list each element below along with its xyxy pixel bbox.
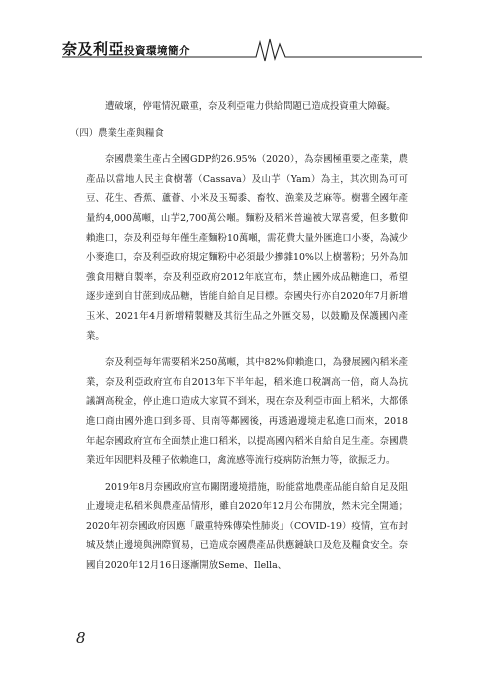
body-text bbox=[70, 97, 408, 576]
header-title-main: 奈及利亞 bbox=[62, 40, 125, 58]
paragraph-border-closure: 2019年8月奈國政府宣布關閉邊境措施，盼能當地農產品能自給自足及阻止邊境走私稻米與農產品情形，雖自2020年12月公布開放，然未完全開通；2020年初奈國政府因應「嚴重特殊傳染性肺炎」（COVID-19）疫情，宣布封城及禁止邊境與洲際貿易，已造成奈國農產品供應鏈缺口及危及糧食安全。奈國自2020年12月16日逐漸開放Seme、Ilella、 bbox=[86, 481, 408, 572]
paragraph-electricity-continued: 遭破壞，停電情況嚴重，奈及利亞電力供給問題已造成投資重大障礙。 bbox=[105, 101, 396, 112]
header-title-sub: 投資環境簡介 bbox=[124, 45, 191, 57]
paragraph-rice-imports: 奈及利亞每年需要稻米250萬噸，其中82%仰賴進口，為發展國內稻米產業，奈及利亞政府宣布自2013年下半年起，稻米進口稅調高一倍，商人為抗議調高稅金，停止進口造成大家買不到米，現在奈及利亞市面上稻米，大都係進口商由國外進口到多哥、貝南等鄰國後，再透過邊境走私進口而來，2018年起奈國政府宣布全面禁止進口稻米，以提高國內稻米自給自足生產。奈國農業近年因肥料及種子依賴進口，禽流感等流行疫病防治無力等，欲振乏力。 bbox=[86, 357, 408, 467]
section-heading-agriculture: （四）農業生產與糧食 bbox=[70, 127, 164, 139]
page-number: 8 bbox=[76, 629, 86, 647]
header-title bbox=[62, 38, 190, 59]
running-header bbox=[62, 36, 422, 62]
paragraph-agriculture-production: 奈國農業生產占全國GDP約26.95%（2020），為奈國極重要之產業，農產品以當地人民主食樹薯（Cassava）及山芋（Yam）為主，其次則為可可豆、花生、香蕉、蘆薈、小米及玉蜀黍、畜牧、漁業及芝麻等。樹薯全國年產量約4,000萬噸，山芋2,700萬公噸。麵粉及稻米普遍被大眾喜愛，但多數仰賴進口，奈及利亞每年僅生產麵粉10萬噸，需花費大量外匯進口小麥，為減少小麥進口，奈及利亞政府規定麵粉中必須最少摻雜10%以上樹薯粉；另外為加強食用糖自製率，奈及利亞政府2012年底宣布，禁止國外成品糖進口，希望逐步達到自甘蔗到成品糖，皆能自給自足目標。奈國央行亦自2020年7月新增玉米、2021年4月新增精製糖及其衍生品之外匯交易，以鼓勵及保護國內產業。 bbox=[86, 154, 408, 342]
